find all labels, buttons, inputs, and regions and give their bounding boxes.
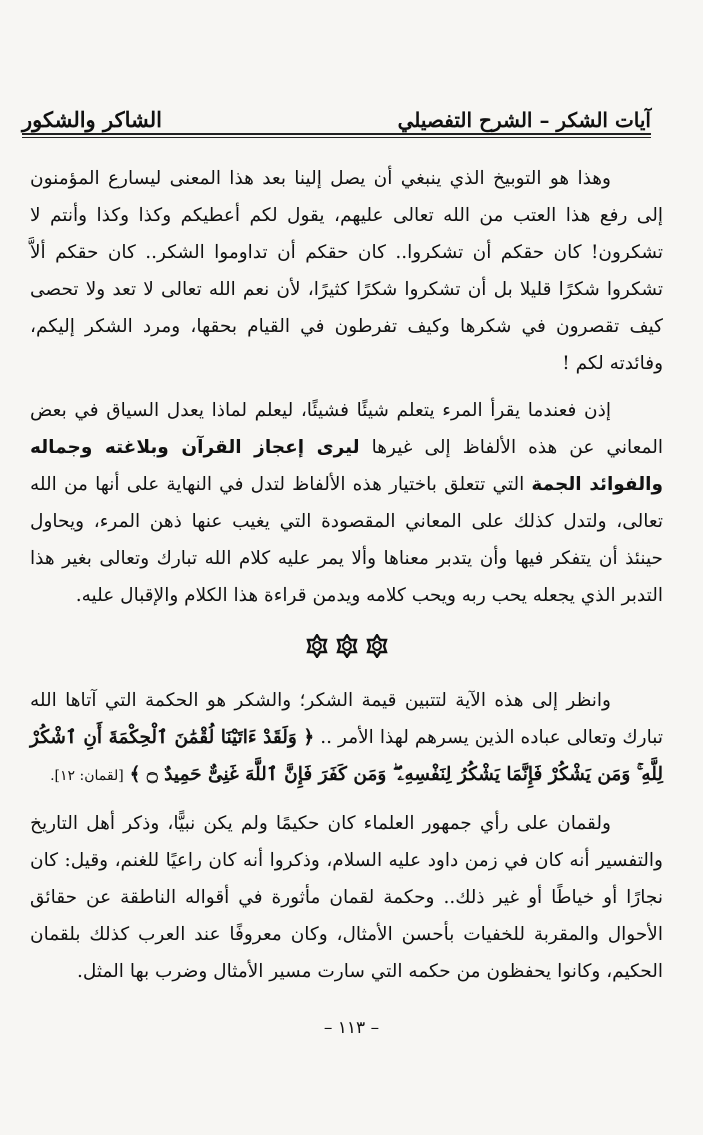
- paragraph-luqman: ولقمان على رأي جمهور العلماء كان حكيمًا ولم يكن نبيًّا، وذكر أهل التاريخ والتفسير أنه كان في زمن داود عليه السلام، وذكروا أنه كان راعيًا للغنم، وقيل: كان نجارًا أو خياطًا أو غير ذلك.. وحكمة لقمان مأثورة في أقواله الناطقة عن حقائق الأحوال والمقربة للخفيات بأحسن الأمثال، وكان معروفًا عند العرب كذلك بلقمان الحكيم، وكانوا يحفظون من حكمه التي سارت مسير الأمثال وضرب بها المثل.: [30, 813, 663, 982]
- paragraph-text: التي تتعلق باختيار هذه الألفاظ لتدل في النهاية على أنها من الله تعالى، ولتدل كذلك على المعاني المقصودة التي يغيب عنها ذهن المرء، ويحاول حينئذ أن يتفكر فيها وأن يتدبر معناها وألا يمر عليه كلام الله تبارك وتعالى بغير هذا التدبر الذي يجعله يحب ربه ويحب كلامه ويدمن قراءة هذا الكلام والإقبال عليه.: [30, 474, 663, 606]
- header-rule: [22, 133, 651, 135]
- page-body: [30, 160, 663, 1000]
- verse-citation: [لقمان: ١٢].: [50, 768, 124, 784]
- paragraph-text: إذن فعندما يقرأ المرء يتعلم شيئًا فشيئًا، ليعلم لماذا يعدل السياق في بعض المعاني عن هذه الألفاظ إلى غيرها: [30, 400, 664, 458]
- running-header: [22, 92, 651, 132]
- page-number: – ١١٣ –: [323, 1018, 380, 1038]
- header-rule-thin: [22, 137, 651, 138]
- paragraph-reading: [30, 392, 663, 614]
- star-ornament-icon: [305, 634, 329, 658]
- paragraph-verse: [30, 682, 663, 795]
- section-divider: [30, 634, 663, 658]
- paragraph-text: وانظر إلى هذه الآية لتتبين قيمة الشكر؛ والشكر هو الحكمة التي آتاها الله تبارك وتعالى عباده الذين يسرهم لهذا الأمر ..: [30, 690, 663, 748]
- star-ornament-icon: [365, 634, 389, 658]
- emphasis-text: ليرى إعجاز القرآن وبلاغته وجماله والفوائد الجمة: [30, 437, 663, 495]
- book-title: الشاكر والشكور: [22, 107, 162, 132]
- quran-verse: ﴿ وَلَقَدْ ءَاتَيْنَا لُقْمَٰنَ ٱلْحِكْمَةَ أَنِ ٱشْكُرْ لِلَّهِ ۚ وَمَن يَشْكُرْ فَإِنَّمَا يَشْكُرُ لِنَفْسِهِۦ ۖ وَمَن كَفَرَ فَإِنَّ ٱللَّهَ غَنِىٌّ حَمِيدٌ ۝ ﴾: [30, 727, 663, 785]
- paragraph-rebuke: وهذا هو التوبيخ الذي ينبغي أن يصل إلينا بعد هذا المعنى ليسارع المؤمنون إلى رفع هذا العتب من الله تعالى عليهم، يقول لكم أعطيكم وكذا وكذا وأنتم لا تشكرون! كان حقكم أن تشكروا.. كان حقكم أن تداوموا الشكر.. كان حقكم ألاَّ تشكروا شكرًا قليلا بل أن تشكروا شكرًا كثيرًا، لأن نعم الله تعالى لا تعد ولا تحصى كيف تقصرون في شكرها وكيف تفرطون في القيام بحقها، ومرد الشكر إليكم، وفائدته لكم !: [30, 168, 663, 374]
- chapter-title: آيات الشكر – الشرح التفصيلي: [397, 108, 651, 132]
- star-ornament-icon: [335, 634, 359, 658]
